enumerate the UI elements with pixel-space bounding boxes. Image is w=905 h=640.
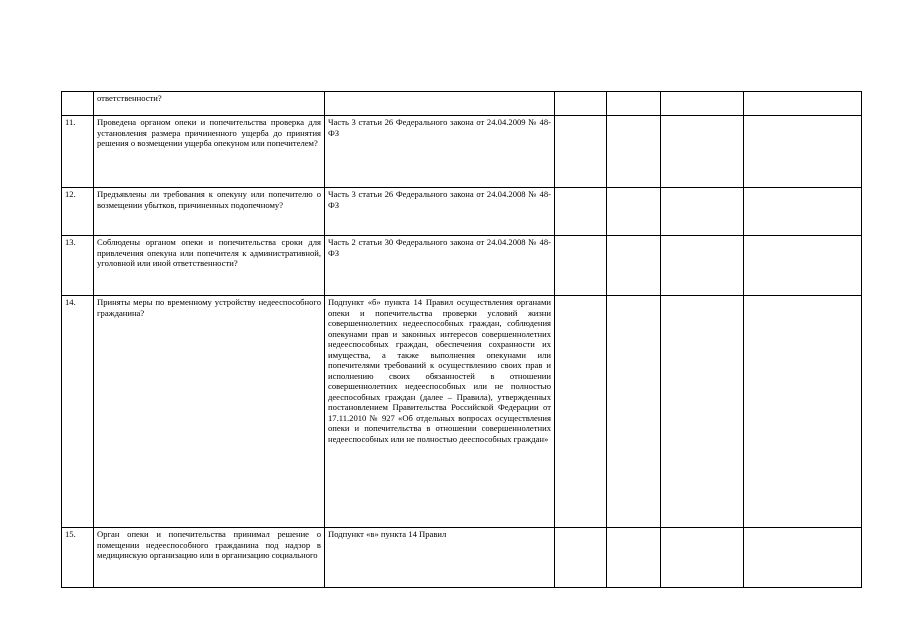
question-cell: Соблюдены органом опеки и попечительства сроки для привлечения опекуна или попечителя к административной, уголовной или иной ответственности? xyxy=(94,236,325,296)
question-cell: Предъявлены ли требования к опекуну или попечителю о возмещении убытков, причиненных подопечному? xyxy=(94,188,325,236)
question-cell: ответственности? xyxy=(94,92,325,116)
not-applicable-cell xyxy=(661,528,744,588)
legal-basis-cell: Часть 3 статьи 26 Федерального закона от 24.04.2008 № 48-ФЗ xyxy=(325,188,555,236)
not-applicable-cell xyxy=(661,236,744,296)
row-number: 12. xyxy=(62,188,94,236)
table-row xyxy=(62,116,862,188)
question-cell: Приняты меры по временному устройству недееспособного гражданина? xyxy=(94,296,325,528)
answer-yes-cell xyxy=(555,92,607,116)
note-cell xyxy=(744,116,862,188)
not-applicable-cell xyxy=(661,296,744,528)
answer-yes-cell xyxy=(555,236,607,296)
answer-yes-cell xyxy=(555,528,607,588)
not-applicable-cell xyxy=(661,116,744,188)
question-cell: Орган опеки и попечительства принимал решение о помещении недееспособного гражданина под надзор в медицинскую организацию или в организацию социального xyxy=(94,528,325,588)
answer-no-cell xyxy=(607,528,661,588)
note-cell xyxy=(744,236,862,296)
table-row xyxy=(62,188,862,236)
note-cell xyxy=(744,528,862,588)
note-cell xyxy=(744,92,862,116)
legal-basis-cell: Подпункт «б» пункта 14 Правил осуществления органами опеки и попечительства проверки условий жизни совершеннолетних недееспособных граждан, соблюдения опекунами прав и законных интересов совершеннолетних недееспособных граждан, обеспечения сохранности их имущества, а также выполнения опекунами или попечителями требований к осуществлению своих прав и исполнению своих обязанностей в отношении совершеннолетних недееспособных или не полностью дееспособных граждан (далее – Правила), утвержденных постановлением Правительства Российской Федерации от 17.11.2010 № 927 «Об отдельных вопросах осуществления опеки и попечительства в отношении совершеннолетних недееспособных или не полностью дееспособных граждан» xyxy=(325,296,555,528)
answer-no-cell xyxy=(607,188,661,236)
checklist-table xyxy=(61,91,862,588)
table-row xyxy=(62,528,862,588)
table-row xyxy=(62,236,862,296)
row-number: 15. xyxy=(62,528,94,588)
not-applicable-cell xyxy=(661,92,744,116)
note-cell xyxy=(744,296,862,528)
answer-no-cell xyxy=(607,92,661,116)
row-number xyxy=(62,92,94,116)
legal-basis-cell xyxy=(325,92,555,116)
table-row xyxy=(62,296,862,528)
answer-no-cell xyxy=(607,116,661,188)
legal-basis-cell: Часть 2 статьи 30 Федерального закона от 24.04.2008 № 48-ФЗ xyxy=(325,236,555,296)
legal-basis-cell: Часть 3 статьи 26 Федерального закона от 24.04.2009 № 48-ФЗ xyxy=(325,116,555,188)
answer-yes-cell xyxy=(555,188,607,236)
legal-basis-cell: Подпункт «в» пункта 14 Правил xyxy=(325,528,555,588)
row-number: 13. xyxy=(62,236,94,296)
not-applicable-cell xyxy=(661,188,744,236)
question-cell: Проведена органом опеки и попечительства проверка для установления размера причиненного ущерба до принятия решения о возмещении ущерба опекуном или попечителем? xyxy=(94,116,325,188)
table-row xyxy=(62,92,862,116)
answer-no-cell xyxy=(607,236,661,296)
answer-no-cell xyxy=(607,296,661,528)
answer-yes-cell xyxy=(555,116,607,188)
answer-yes-cell xyxy=(555,296,607,528)
row-number: 14. xyxy=(62,296,94,528)
note-cell xyxy=(744,188,862,236)
row-number: 11. xyxy=(62,116,94,188)
